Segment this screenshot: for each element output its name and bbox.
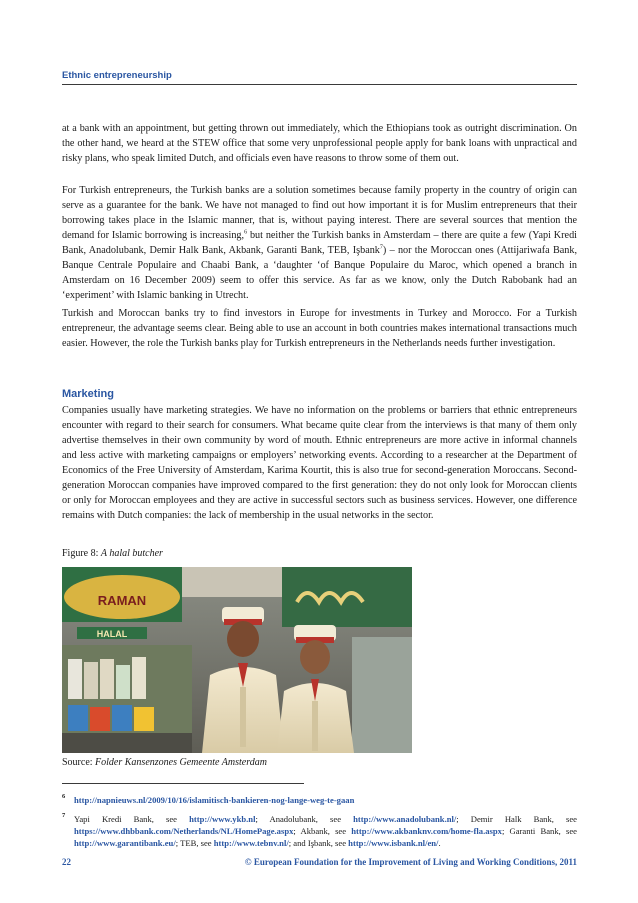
paragraph-text: but neither the Turkish banks in Amsterdam – there are quite a few (Yapi Kredi Bank, Anadolubank, Demir Halk Bank, Akbank, Garanti Bank, TEB, Işbank — [62, 230, 577, 256]
footnote-link-garanti[interactable]: http://www.garantibank.eu/ — [74, 838, 176, 848]
source-label: Source: — [62, 757, 96, 768]
footnote-text: ; Anadolubank, see — [255, 814, 354, 824]
footnote-text: . — [438, 838, 441, 848]
paragraph-turkish-banks — [62, 183, 577, 303]
figure-caption — [62, 548, 163, 559]
figure-photo-halal-butcher — [62, 567, 412, 753]
page-number: 22 — [62, 857, 71, 867]
header-rule — [62, 84, 577, 85]
footnote-link-teb[interactable]: http://www.tebnv.nl/ — [213, 838, 289, 848]
footnote-text: Yapi Kredi Bank, see — [74, 814, 190, 824]
running-header: Ethnic entrepreneurship — [62, 70, 172, 81]
shop-sign-raman: RAMAN — [97, 593, 147, 608]
footnote-link-akbank[interactable]: http://www.akbanknv.com/home-fla.aspx — [351, 826, 502, 836]
footnote-text: ; Akbank, see — [293, 826, 352, 836]
paragraph-text: ) – nor the Moroccan ones (Attijariwafa Bank, Banque Centrale Populaire and Chaabi Bank, a ‘daughter ‘of Banque Populaire du Maroc, which opened a branch in Amsterdam on 16 December 2009) seem to offer this service. As far as we know, only the Dutch Rabobank had an ‘experiment’ with Islamic banking in Utrecht. — [62, 245, 577, 301]
footnote-ref-6[interactable]: 6 — [244, 229, 248, 236]
footnote-number: 6 — [62, 793, 66, 800]
footnote-ref-7[interactable]: 7 — [379, 244, 383, 251]
shop-sign-halal: HALAL — [96, 629, 128, 639]
footnote-text: ; TEB, see — [175, 838, 214, 848]
footnote-7 — [62, 813, 577, 849]
paragraph-text: For Turkish entrepreneurs, the Turkish banks are a solution sometimes because family property in the country of origin can serve as a guarantee for the bank. We have not managed to find out how important it is for Muslim entrepreneurs that their borrowing takes place in the Islamic manner, that is, without paying interest. There are several sources that mention the demand for Islamic borrowing is increasing, — [62, 185, 577, 241]
footnote-link-isbank[interactable]: http://www.isbank.nl/en/ — [348, 838, 439, 848]
paragraph-marketing: Companies usually have marketing strategies. We have no information on the problems or barriers that ethnic entrepreneurs encounter with regard to their search for consumers. What became quite clear from the interviews is that many of them only advertise themselves in their own community by word of mouth. Ethnic entrepreneurs are more active in informal channels and less active with marketing campaigns or employers’ networking events. According to a researcher at the Department of Economics of the Free University of Amsterdam, Karima Kourtit, this is also true for second-generation Moroccans. Second-generation Moroccan companies have improved compared to the first generation: they do not only look for Moroccan clients or only for Moroccan employees and they are active in successful sectors such as business services. However, one difference remains with Dutch companies: the lack of membership in the usual networks in the sector. — [62, 405, 577, 521]
footnote-text: ; and Işbank, see — [288, 838, 349, 848]
paragraph-bank-discrimination: at a bank with an appointment, but getting thrown out immediately, which the Ethiopians took as outright discrimination. On the other hand, we heard at the STEW office that some very unprofessional people apply for bank loans with unpractical and risky plans, who speak limited Dutch, and officials even have reasons to throw some of them out. — [62, 123, 577, 164]
footnote-link[interactable]: http://napnieuws.nl/2009/10/16/islamitisch-bankieren-nog-lange-weg-te-gaan — [74, 795, 355, 805]
footnote-rule — [62, 783, 304, 784]
footnote-link-dhbbank[interactable]: https://www.dhbbank.com/Netherlands/NL/HomePage.aspx — [74, 826, 294, 836]
footnote-text: ; Demir Halk Bank, see — [456, 814, 577, 824]
source-text: Folder Kansenzones Gemeente Amsterdam — [95, 757, 267, 768]
figure-source — [62, 757, 267, 768]
figure-title: A halal butcher — [100, 548, 163, 559]
footnote-link-ykb[interactable]: http://www.ykb.nl — [189, 814, 256, 824]
footnote-text: ; Garanti Bank, see — [501, 826, 577, 836]
footnote-link-anadolubank[interactable]: http://www.anadolubank.nl/ — [353, 814, 457, 824]
section-heading-marketing: Marketing — [62, 388, 114, 400]
footnote-6 — [62, 794, 577, 806]
paragraph-investors: Turkish and Moroccan banks try to find investors in Europe for investments in Turkey and Morocco. For a Turkish entrepreneur, the advantage seems clear. Being able to use an account in both countries makes international transactions much easier. However, the role the Turkish banks play for Turkish entrepreneurs in the Netherlands needs further investigation. — [62, 308, 577, 349]
footnote-number: 7 — [62, 812, 66, 819]
figure-label: Figure 8: — [62, 548, 101, 559]
footer-copyright: © European Foundation for the Improvement of Living and Working Conditions, 2011 — [244, 857, 577, 867]
